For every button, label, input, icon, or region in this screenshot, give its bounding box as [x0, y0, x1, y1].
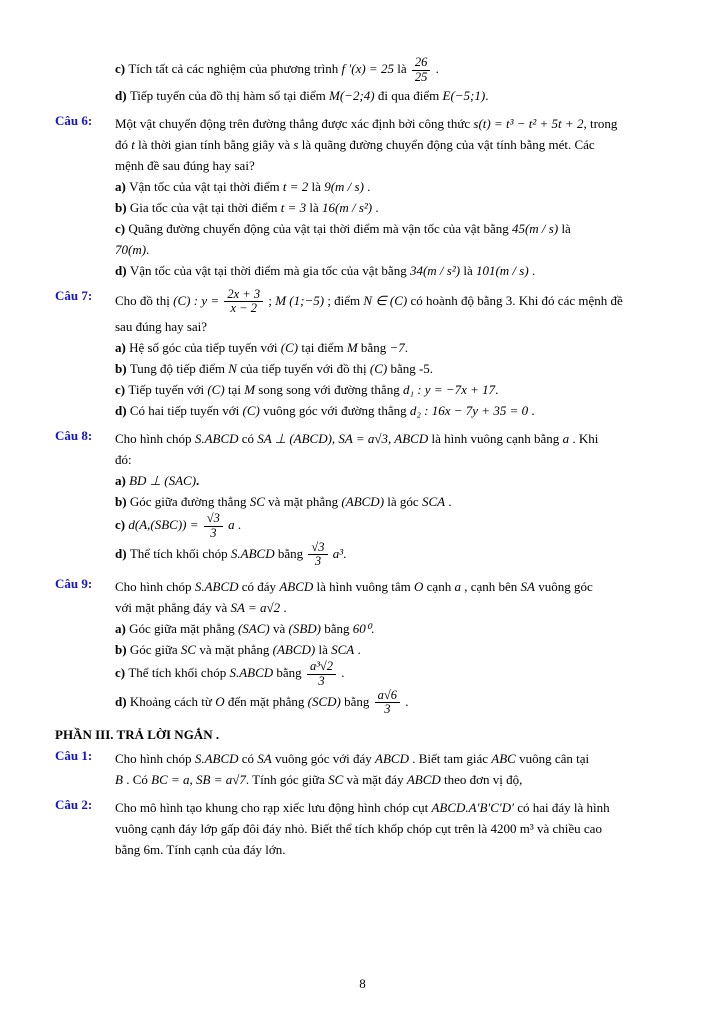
text-segment: . — [404, 340, 408, 355]
bold-segment: d) — [115, 545, 130, 561]
fraction — [222, 288, 265, 317]
text-segment: Góc giữa đường thẳng — [129, 494, 250, 509]
text-segment: có đáy — [238, 579, 280, 594]
text-line — [115, 316, 679, 337]
fraction — [202, 512, 225, 541]
text-segment: vuông góc — [534, 579, 593, 594]
math-segment: ABCD.A′B′C′D′ — [431, 800, 514, 815]
text-segment: vuông góc với đường thẳng — [259, 403, 410, 418]
math-segment: SCA — [421, 494, 446, 509]
text-line — [115, 576, 679, 597]
math-segment: ABCD — [279, 579, 314, 594]
math-segment: t = 2 — [282, 178, 309, 194]
math-segment: E(−5;1) — [442, 87, 486, 103]
question-label: Câu 1: — [55, 748, 93, 763]
text-segment: . — [146, 241, 150, 257]
text-segment: có — [238, 431, 258, 446]
fraction-numerator: √3 — [308, 541, 327, 556]
text-segment: Gia tốc của vật tại thời điểm — [129, 199, 281, 215]
text-segment: bằng — [340, 693, 373, 709]
bold-segment: b) — [115, 199, 130, 215]
page-footer — [0, 976, 725, 992]
document-body — [55, 56, 679, 867]
bold-segment: d) — [115, 403, 130, 418]
bold-segment: . — [196, 473, 200, 488]
text-line — [115, 113, 679, 134]
text-segment: . — [372, 199, 379, 215]
text-segment: Tiếp tuyến với — [128, 382, 208, 397]
text-segment: , trong — [583, 115, 618, 131]
text-segment: đi qua điểm — [374, 87, 443, 103]
text-segment: ; — [265, 292, 276, 308]
text-segment: . — [280, 600, 287, 615]
text-segment: bằng 6m. Tính cạnh của đáy lớn. — [115, 842, 286, 857]
math-segment: 34(m / s²) — [409, 262, 461, 278]
question-label: Câu 7: — [55, 287, 93, 303]
fraction-denominator: 3 — [384, 702, 391, 717]
text-line — [115, 470, 679, 491]
text-line — [115, 748, 679, 769]
question-block — [55, 428, 679, 569]
text-segment: . — [234, 517, 242, 533]
text-segment: . Tính góc giữa — [245, 772, 329, 787]
text-segment: Khoảng cách từ — [129, 693, 216, 709]
math-segment: s(t) = t³ − t² + 5t + 2 — [473, 115, 584, 131]
text-segment: . — [495, 382, 499, 397]
math-segment: (SBD) — [288, 621, 322, 636]
text-segment: song song với đường thẳng — [255, 382, 403, 397]
text-line — [115, 449, 679, 470]
text-line — [115, 839, 679, 860]
math-segment: B — [115, 772, 123, 787]
math-segment: d₂ : 16x − 7y + 35 = 0 — [409, 403, 529, 418]
bold-segment: d) — [115, 262, 130, 278]
fraction-denominator: x − 2 — [230, 301, 257, 316]
fraction-numerator: 26 — [412, 56, 431, 71]
text-line — [115, 85, 679, 106]
text-segment: . — [402, 693, 409, 709]
bold-segment: b) — [115, 361, 130, 376]
text-segment: Hệ số góc của tiếp tuyến với — [129, 340, 281, 355]
text-segment: là — [558, 220, 571, 236]
bold-segment: c) — [115, 517, 129, 533]
math-segment: t = 3 — [280, 199, 307, 215]
text-segment: là quãng đường chuyển động của vật tính bằng mét. Các — [298, 136, 595, 152]
text-line — [115, 337, 679, 358]
math-segment: BC = a, SB = a√7 — [151, 772, 246, 787]
text-line — [115, 56, 679, 85]
fraction — [373, 689, 402, 718]
text-segment: là — [308, 178, 325, 194]
text-line — [115, 400, 679, 421]
bold-segment: a) — [115, 621, 130, 636]
text-segment: Thể tích khối chóp — [129, 545, 231, 561]
math-segment: O — [215, 693, 225, 709]
question-block — [55, 797, 679, 860]
text-segment: đó — [115, 136, 132, 152]
text-segment: Cho hình chóp — [115, 579, 195, 594]
text-segment: sau đúng hay sai? — [115, 319, 208, 334]
text-line — [115, 769, 679, 790]
math-segment: a — [562, 431, 570, 446]
math-segment: SC — [328, 772, 344, 787]
text-line — [115, 428, 679, 449]
text-segment: là thời gian tính bằng giây và — [134, 136, 294, 152]
text-segment: và mặt phẳng — [196, 642, 273, 657]
math-segment: a — [224, 517, 235, 533]
text-segment: bằng — [357, 340, 390, 355]
text-segment: . — [371, 621, 375, 636]
question-content — [115, 288, 679, 422]
math-segment: (C) — [207, 382, 225, 397]
math-segment: ABCD — [406, 772, 441, 787]
text-segment: là — [460, 262, 476, 278]
text-segment: bằng — [273, 665, 305, 681]
text-segment: và mặt phẳng — [264, 494, 342, 509]
text-line — [115, 491, 679, 512]
math-segment: (C) — [242, 403, 260, 418]
math-segment: S.ABCD — [229, 665, 274, 681]
math-segment: t — [131, 136, 135, 152]
math-segment: S.ABCD — [230, 545, 275, 561]
math-segment: (SAC) — [237, 621, 270, 636]
text-segment: vuông cân tại — [515, 751, 590, 766]
text-segment: Cho mô hình tạo khung cho rạp xiếc lưu động hình chóp cụt — [115, 800, 432, 815]
page-number: 8 — [359, 976, 366, 991]
math-segment: SC — [249, 494, 265, 509]
text-line — [115, 358, 679, 379]
text-segment: . — [354, 642, 361, 657]
text-segment: Thể tích khối chóp — [128, 665, 230, 681]
math-segment: SA ⊥ (ABCD), SA = a√3, ABCD — [257, 431, 429, 446]
fraction-denominator: 3 — [314, 554, 322, 569]
text-segment: Tung độ tiếp điểm — [129, 361, 229, 376]
math-segment: 101(m / s) — [475, 262, 529, 278]
math-segment: (SCD) — [307, 693, 341, 709]
question-block — [55, 56, 679, 106]
section-heading: PHẦN III. TRẢ LỜI NGẮN . — [55, 727, 220, 742]
text-segment: và — [269, 621, 289, 636]
text-line — [115, 660, 679, 689]
math-segment: 16(m / s²) — [322, 199, 373, 215]
question-content — [115, 748, 679, 790]
text-segment: Cho hình chóp — [115, 431, 195, 446]
question-content — [115, 428, 679, 569]
fraction-numerator: a³√2 — [307, 660, 336, 675]
math-segment: SA — [520, 579, 535, 594]
bold-segment: c) — [115, 382, 129, 397]
text-segment: đó: — [115, 452, 132, 467]
text-line — [115, 689, 679, 718]
text-segment: Quãng đường chuyển động của vật tại thời điểm mà vận tốc của vật bằng — [128, 220, 512, 236]
question-block — [55, 576, 679, 717]
text-segment: là góc — [384, 494, 422, 509]
text-line — [115, 379, 679, 400]
text-line — [115, 218, 679, 239]
text-segment: . — [432, 61, 439, 77]
math-segment: (ABCD) — [341, 494, 385, 509]
text-line — [115, 818, 679, 839]
text-segment: . Khi — [569, 431, 599, 446]
question-block — [55, 288, 679, 422]
text-segment: bằng -5. — [387, 361, 434, 376]
bold-segment: a) — [115, 178, 130, 194]
text-segment: tại — [224, 382, 245, 397]
text-segment: có hai đáy là hình — [513, 800, 610, 815]
bold-segment: c) — [115, 61, 129, 77]
fraction-numerator: √3 — [204, 512, 223, 527]
text-segment: . Biết tam giác — [408, 751, 492, 766]
bold-segment: c) — [115, 665, 129, 681]
fraction-numerator: a√6 — [375, 689, 400, 704]
math-segment: 9(m / s) — [324, 178, 364, 194]
math-segment: M(−2;4) — [329, 87, 375, 103]
bold-segment: b) — [115, 494, 130, 509]
math-segment: a — [454, 579, 461, 594]
math-segment: a³ — [329, 545, 344, 561]
math-segment: 45(m / s) — [511, 220, 559, 236]
text-segment: , cạnh bên — [460, 579, 521, 594]
bold-segment: c) — [115, 220, 129, 236]
math-segment: (C) — [369, 361, 388, 376]
math-segment: (C) : y = — [173, 292, 223, 308]
text-line — [115, 155, 679, 176]
math-segment: M — [244, 382, 256, 397]
math-segment: SCA — [331, 642, 355, 657]
text-segment: Một vật chuyển động trên đường thẳng được xác định bởi công thức — [115, 115, 474, 131]
bold-segment: d) — [115, 693, 130, 709]
bold-segment: b) — [115, 642, 130, 657]
fraction — [306, 541, 329, 570]
text-line — [115, 260, 679, 281]
question-label — [55, 56, 115, 106]
text-line — [115, 639, 679, 660]
math-segment: N ∈ (C) — [363, 292, 408, 308]
math-segment: S.ABCD — [194, 579, 239, 594]
text-line — [115, 134, 679, 155]
text-line — [115, 512, 679, 541]
text-segment: là hình vuông tâm — [313, 579, 415, 594]
fraction — [410, 56, 433, 85]
text-segment: là — [315, 642, 332, 657]
fraction-denominator: 3 — [210, 525, 217, 540]
math-segment: SA = a√2 — [230, 600, 281, 615]
fraction — [305, 660, 338, 689]
text-segment: Cho đồ thị — [115, 292, 174, 308]
text-segment: . Có — [122, 772, 152, 787]
math-segment: s — [293, 136, 299, 152]
math-segment: d(A,(SBC)) = — [128, 517, 202, 533]
text-segment: Có hai tiếp tuyến với — [129, 403, 243, 418]
question-label: Câu 8: — [55, 428, 93, 443]
math-segment: S.ABCD — [194, 751, 239, 766]
text-segment: có hoành độ bằng 3. Khi đó các mệnh đề — [407, 292, 623, 308]
math-segment: M (1;−5) — [275, 292, 325, 308]
text-segment: và mặt đáy — [343, 772, 407, 787]
fraction-denominator: 3 — [318, 673, 325, 688]
text-segment: . — [528, 262, 536, 278]
question-content — [115, 56, 679, 106]
text-line — [115, 197, 679, 218]
text-segment: đến mặt phẳng — [224, 693, 308, 709]
text-segment: . — [363, 178, 371, 194]
text-segment: . — [528, 403, 535, 418]
text-segment: cạnh — [423, 579, 455, 594]
text-segment: Cho hình chóp — [115, 751, 195, 766]
fraction-numerator: 2x + 3 — [224, 288, 263, 303]
math-segment: N — [228, 361, 237, 376]
text-line — [115, 176, 679, 197]
text-segment: của tiếp tuyến với đồ thị — [236, 361, 370, 376]
text-segment: ; điểm — [324, 292, 364, 308]
math-segment: O — [414, 579, 424, 594]
math-segment: (ABCD) — [272, 642, 316, 657]
text-segment: bằng — [321, 621, 353, 636]
question-content — [115, 797, 679, 860]
math-segment: M — [346, 340, 358, 355]
question-label: Câu 9: — [55, 576, 93, 591]
text-segment: là hình vuông cạnh bằng — [428, 431, 563, 446]
bold-segment: d) — [115, 87, 130, 103]
text-line — [115, 797, 679, 818]
math-segment: S.ABCD — [194, 431, 239, 446]
text-segment: với mặt phẳng đáy và — [115, 600, 231, 615]
text-segment: vuông cạnh đáy lớp gấp đôi đáy nhỏ. Biết thể tích khốp chóp cụt trên là 4200 m³ và chiều cao — [115, 821, 602, 836]
math-segment: SA — [257, 751, 272, 766]
question-content — [115, 576, 679, 717]
text-segment: là — [393, 61, 410, 77]
question-block — [55, 113, 679, 281]
text-segment: theo đơn vị độ, — [440, 772, 523, 787]
fraction-denominator: 25 — [414, 69, 428, 84]
text-segment: Tiếp tuyến của đồ thị hàm số tại điểm — [129, 87, 330, 103]
question-content — [115, 113, 679, 281]
math-segment: ABC — [491, 751, 516, 766]
text-line — [115, 541, 679, 570]
question-label: Câu 6: — [55, 112, 93, 128]
text-line — [115, 239, 679, 260]
text-segment: có — [238, 751, 258, 766]
math-segment: d₁ : y = −7x + 17 — [402, 382, 496, 397]
question-block — [55, 748, 679, 790]
question-label: Câu 2: — [55, 797, 93, 812]
text-segment: Tích tất cả các nghiệm của phương trình — [128, 61, 342, 77]
bold-segment: a) — [115, 473, 130, 488]
text-segment: vuông góc với đáy — [271, 751, 376, 766]
text-segment: . — [485, 87, 489, 103]
text-segment: Vận tốc của vật tại thời điểm mà gia tốc của vật bằng — [129, 262, 410, 278]
math-segment: ABCD — [375, 751, 409, 766]
math-segment: f ′(x) = 25 — [341, 61, 394, 77]
text-segment: Góc giữa — [129, 642, 181, 657]
text-line — [115, 597, 679, 618]
text-line — [115, 288, 679, 317]
text-line — [115, 618, 679, 639]
math-segment: SC — [180, 642, 197, 657]
math-segment: 70(m) — [115, 241, 147, 257]
text-segment: mệnh đề sau đúng hay sai? — [115, 157, 255, 173]
text-segment: là — [306, 199, 323, 215]
text-segment: Góc giữa mặt phẳng — [129, 621, 238, 636]
text-segment: Vận tốc của vật tại thời điểm — [129, 178, 283, 194]
text-segment: bằng — [274, 545, 307, 561]
text-segment: tại điểm — [298, 340, 347, 355]
math-segment: −7 — [389, 340, 405, 355]
text-segment: . — [445, 494, 452, 509]
math-segment: 60⁰ — [352, 621, 372, 636]
math-segment: BD ⊥ (SAC) — [129, 473, 197, 488]
math-segment: (C) — [280, 340, 299, 355]
text-segment: . — [343, 545, 347, 561]
bold-segment: a) — [115, 340, 130, 355]
text-segment: . — [338, 665, 345, 681]
